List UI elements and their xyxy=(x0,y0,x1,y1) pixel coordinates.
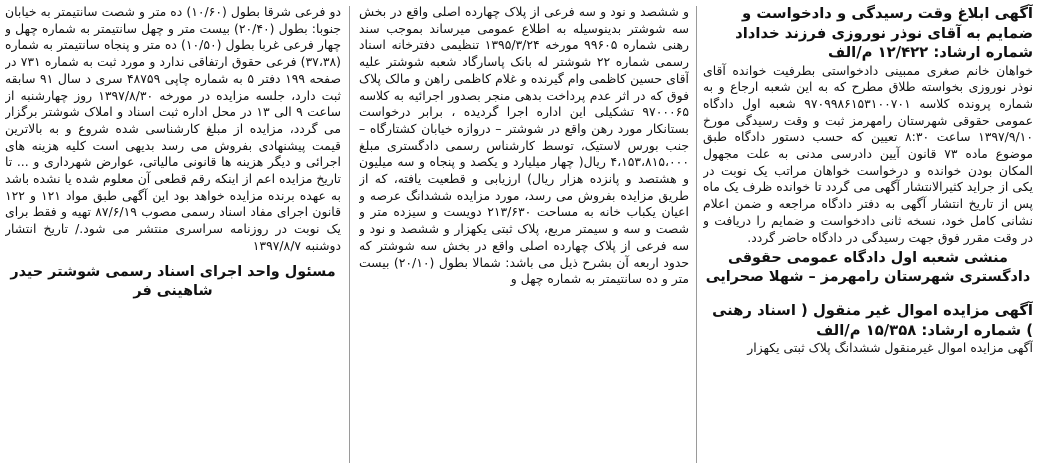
notice-column-middle xyxy=(359,4,689,467)
notice2-body-part1: آگهی مزایده اموال غیرمنقول ششدانگ پلاک ثبتی یکهزار xyxy=(747,340,1033,356)
notice1-title: آگهی ابلاغ وقت رسیدگی و دادخواست و ضمایم به آقای نوذر نوروزی فرزند خداداد شماره ارشاد: ۱۲/۴۲۲ م/الف xyxy=(735,5,1033,61)
notice2-title: آگهی مزایده اموال غیر منقول ( اسناد رهنی ) شماره ارشاد: ۱۵/۳۵۸ م/الف xyxy=(712,302,1033,339)
notice1-body: خواهان خانم صغری ممبینی دادخواستی بطرفیت خوانده آقای نوذر نوروزی بخواسته طلاق مطرح که به این شعبه ارجاع و به شماره پرونده کلاسه ۹۷۰۹۹۸۶۱۵۳۱۰۰۷۰۱ شعبه اول دادگاه عمومی حقوقی شهرستان رامهرمز ثبت و وقت رسیدگی مورخ ۱۳۹۷/۹/۱۰ ساعت ۸:۳۰ تعیین که حسب دستور دادگاه طبق موضوع ماده ۷۳ قانون آیین دادرسی مدنی به علت مجهول المکان بودن خوانده و درخواست خواهان مراتب یک نوبت در یکی از جراید کثیرالانتشار آگهی می گردد تا خوانده ظرف یک ماه پس از تاریخ انتشار آگهی به دفتر دادگاه مراجعه و ضمن اعلام نشانی کامل خود، نسخه ثانی دادخواست و ضمایم را دریافت و در وقت مقرر فوق جهت رسیدگی در دادگاه حاضر گردد. xyxy=(703,62,1033,245)
column-divider xyxy=(696,6,697,463)
notice2-body-part3: دو فرعی شرقا بطول (۱۰/۶۰) ده متر و شصت سانتیمتر به خیابان جنوبا: بطول (۲۰/۴۰) بیست متر و چهل سانتیمتر به شماره چهل و چهار فرعی غربا بطول (۱۰/۵۰) ده متر و پنجاه سانتیمتر به شماره (۳۷،۳۸) فرعی حقوق ارتفاقی ندارد و مورد ثبت به شماره ۷۳۱ در صفحه ۱۹۹ دفتر ۵ به شماره چاپی ۴۸۷۵۹ سری د سال ۹۱ سابقه ثبت دارد، جلسه مزایده در مورخه ۱۳۹۷/۸/۳۰ روز چهارشنبه از ساعت ۹ الی ۱۳ در محل اداره ثبت اسناد و املاک شوشتر برگزار می گردد، مزایده از مبلغ کارشناسی شده شروع و به بالاترین قیمت پیشنهادی بفروش می رسد بدیهی است کلیه هزینه های اجرائی و دیگر هزینه ها قانونی مالیاتی، عوارض شهرداری و ... تا تاریخ مزایده اعم از اینکه رقم قطعی آن معلوم شده یا نشده باشد به عهده برنده مزایده خواهد بود این آگهی طبق مواد ۱۲۱ و ۱۲۲ قانون اجرای مفاد اسناد رسمی مصوب ۸۷/۶/۱۹ تهیه و فقط برای یک نوبت در روزنامه سراسری منتشر می شود./ تاریخ انتشار دوشنبه ۱۳۹۷/۸/۷ xyxy=(5,4,341,253)
notice-column-right xyxy=(703,4,1033,467)
notice2-body-part2: و ششصد و نود و سه فرعی از پلاک چهارده اصلی واقع در بخش سه شوشتر بدینوسیله به اطلاع عمومی میرساند بموجب سند رهنی شماره ۹۹۶۰۵ مورخه ۱۳۹۵/۳/۲۴ تنظیمی دفترخانه اسناد رسمی شماره ۲۲ شوشتر له بانک پاسارگاد شعبه شوشتر علیه آقای حسین کاظمی وام گیرنده و غلام کاظمی راهن و مالک پلاک فوق که در اثر عدم پرداخت بدهی منجر بصدور اجرائیه به کلاسه ۹۷۰۰۰۶۵ تشکیلی این اداره اجرا گردیده ، برابر درخواست بستانکار مورد رهن واقع در شوشتر – دروازه خیابان کشتارگاه – جنب بورس لاستیک، توسط کارشناس رسمی دادگستری مبلغ ۴،۱۵۳،۸۱۵،۰۰۰ ریال( چهار میلیارد و یکصد و پنجاه و سه میلیون و هشتصد و پانزده هزار ریال) ارزیابی و قطعیت یافته، که از طریق مزایده بفروش می رسد، مورد مزایده ششدانگ عرصه و اعیان یکباب خانه به مساحت ۲۱۳/۶۳۰ دویست و سیزده متر و شصت و سه و سیمتر مربع، پلاک ثبتی یکهزار و ششصد و نود و سه فرعی از پلاک چهارده اصلی واقع در بخش سه شوشتر که حدود اربعه آن بشرح ذیل می باشد: شمالا بطول (۲۰/۱۰) بیست متر و ده سانتیمتر به شماره چهل و xyxy=(359,4,689,287)
spacer xyxy=(703,287,1033,301)
notice-column-left xyxy=(5,4,341,467)
notice1-signature: منشی شعبه اول دادگاه عمومی حقوقی دادگستری شهرستان رامهرمز – شهلا صحرایی xyxy=(705,250,1031,286)
column-divider xyxy=(349,6,350,463)
notice2-signature: مسئول واحد اجرای اسناد رسمی شوشتر حیدر شاهینی فر xyxy=(10,263,336,299)
